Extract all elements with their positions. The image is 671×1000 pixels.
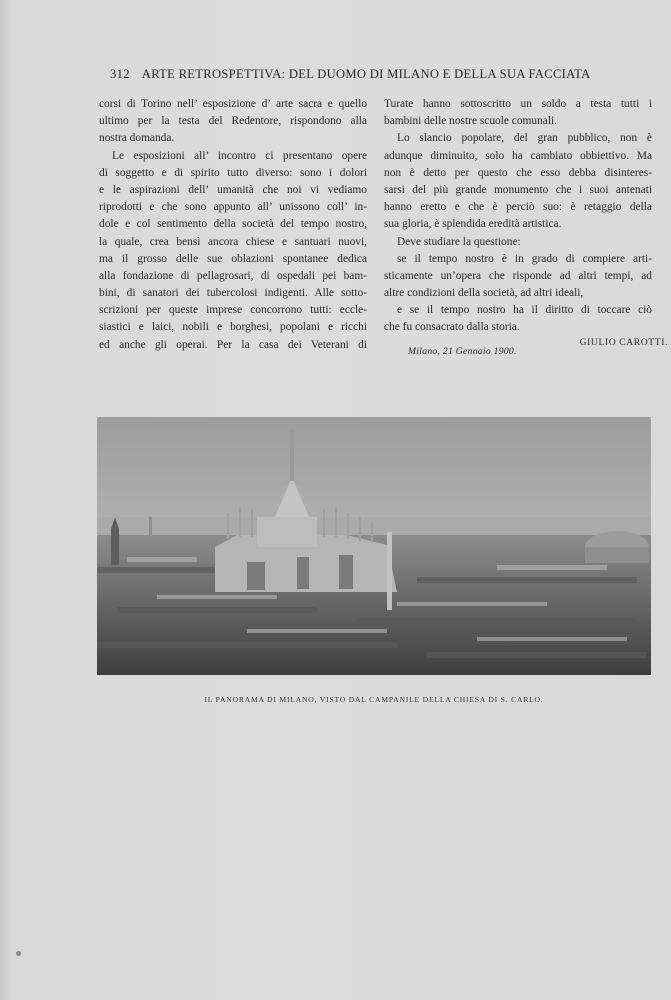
text-line: ultimo per la testa del Redentore, rispondono alla (99, 115, 367, 128)
signature-block (384, 336, 668, 357)
text-line: bini, di sanatori dei tubercolosi indigenti. Alle sotto- (99, 287, 367, 300)
figure-caption: IL PANORAMA DI MILANO, VISTO DAL CAMPANILE DELLA CHIESA DI S. CARLO. (204, 695, 544, 704)
text-line: sarsi del più grande monumento che i suoi antenati (384, 183, 652, 196)
panorama-photo (97, 417, 651, 675)
text-line: hanno eretto e che è perciò suo: è retaggio della (384, 201, 652, 214)
text-line: Lo slancio popolare, del gran pubblico, non è (397, 132, 652, 145)
running-title: ARTE RETROSPETTIVA: DEL DUOMO DI MILANO E DELLA SUA FACCIATA (141, 67, 591, 81)
text-line: e se il tempo nostro ha il diritto di toccare ciò (397, 304, 652, 317)
text-line: alla fondazione di pellagrosari, di ospedali pei bam- (99, 269, 367, 282)
page-mark (16, 951, 21, 956)
text-line: siastici e laici, nobili e borghesi, popolani e ricchi (99, 321, 367, 334)
text-line: di soggetto e di spirito tutto diverso: sono i dolori (99, 166, 367, 179)
text-line: se il tempo nostro è in grado di compiere arti- (397, 252, 652, 265)
page-number: 312 (110, 67, 130, 81)
text-line: Le esposizioni all’ incontro ci presentano opere (112, 149, 367, 162)
text-line: sua gloria, è splendida eredità artistica. (384, 218, 562, 231)
text-line: non è detto per questo che esso debba disinteres- (384, 166, 652, 179)
running-header (110, 67, 610, 82)
text-line: adunque diminuito, solo ha cambiato obbiettivo. Ma (384, 149, 652, 162)
text-line: che fu consacrato dalla storia. (384, 321, 520, 334)
text-line: e le aspirazioni dell’ umanità che noi vi vediamo (99, 183, 367, 196)
text-line: dole e col sentimento della società del tempo nostro, (99, 218, 367, 231)
text-line: la quale, crea bensì ancora chiese e santuari nuovi, (99, 235, 367, 248)
text-line: Turate hanno sottoscritto un soldo a testa tutti i (384, 98, 652, 110)
text-line: Deve studiare la questione: (397, 235, 521, 248)
text-line: sticamente un’opera che risponde ad altri tempi, ad (384, 269, 652, 282)
text-line: bambini delle nostre scuole comunali. (384, 115, 558, 128)
text-line: scrizioni per queste imprese concorrono tutti: eccle- (99, 304, 367, 317)
text-line: riprodotti e che sono appunto all’ unissono coll’ in- (99, 201, 367, 214)
text-line: corsi di Torino nell’ esposizione d’ arte sacra e quello (99, 98, 367, 110)
right-column (384, 96, 668, 357)
left-column (99, 96, 367, 354)
signature-author: GIULIO CAROTTI. (579, 336, 668, 348)
text-line: nostra domanda. (99, 132, 175, 145)
signature-place-date: Milano, 21 Gennaio 1900. (408, 345, 517, 357)
text-line: ma il grosso delle sue oblazioni spontanee dedica (99, 252, 367, 265)
text-line: ed anche gli operai. Per la casa dei Veterani di (99, 338, 367, 351)
text-line: altre condizioni della società, ad altri ideali, (384, 287, 584, 300)
